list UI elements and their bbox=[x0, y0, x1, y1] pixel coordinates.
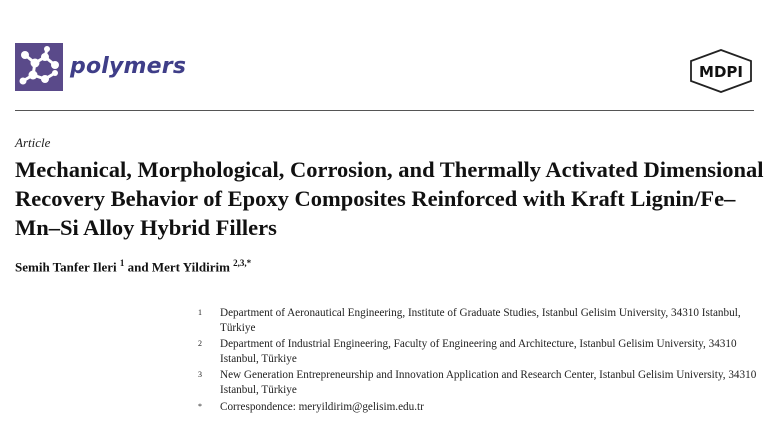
affiliation-text: Department of Aeronautical Engineering, Institute of Graduate Studies, Istanbul Gelisim University, 34310 Istanbul, Türkiye bbox=[220, 307, 741, 334]
polymers-molecule-icon bbox=[15, 43, 63, 91]
affiliation-number: 3 bbox=[198, 370, 202, 380]
affiliation-number: 1 bbox=[198, 308, 202, 317]
author-connector: and bbox=[127, 259, 149, 275]
article-type: Article bbox=[15, 135, 51, 150]
article-title: Mechanical, Morphological, Corrosion, and Thermally Activated Dimensional Recovery Behavior of Epoxy Composites Reinforced with Kraft Lignin/Fe–Mn–Si Alloy Hybrid Fillers bbox=[15, 157, 764, 240]
author-affiliation-ref: 1 bbox=[119, 258, 125, 268]
correspondence-email[interactable]: Correspondence: meryildirim@gelisim.edu.tr bbox=[220, 400, 424, 413]
publisher-name: MDPI bbox=[699, 63, 743, 81]
affiliation-item bbox=[198, 306, 763, 335]
mdpi-hexagon-logo bbox=[690, 49, 752, 98]
affiliation-item bbox=[198, 337, 763, 366]
author-affiliation-ref: 2,3,* bbox=[233, 258, 252, 268]
correspondence-item bbox=[198, 400, 763, 415]
journal-logo bbox=[15, 43, 63, 91]
journal-name: polymers bbox=[70, 54, 187, 79]
affiliation-number: * bbox=[198, 401, 202, 411]
affiliation-number: 2 bbox=[198, 339, 202, 349]
affiliation-text: Department of Industrial Engineering, Faculty of Engineering and Architecture, Istanbul Gelisim University, 34310 Istanbul, Türkiye bbox=[220, 338, 737, 365]
affiliation-item bbox=[198, 368, 763, 397]
author-name[interactable]: Mert Yildirim bbox=[151, 259, 230, 275]
affiliation-list bbox=[198, 306, 763, 416]
header-divider bbox=[15, 110, 754, 111]
author-list bbox=[15, 258, 251, 275]
affiliation-text: New Generation Entrepreneurship and Innovation Application and Research Center, Istanbul Gelisim University, 34310 Istanbul, Türkiye bbox=[220, 369, 757, 396]
author-name[interactable]: Semih Tanfer Ileri bbox=[15, 259, 117, 275]
